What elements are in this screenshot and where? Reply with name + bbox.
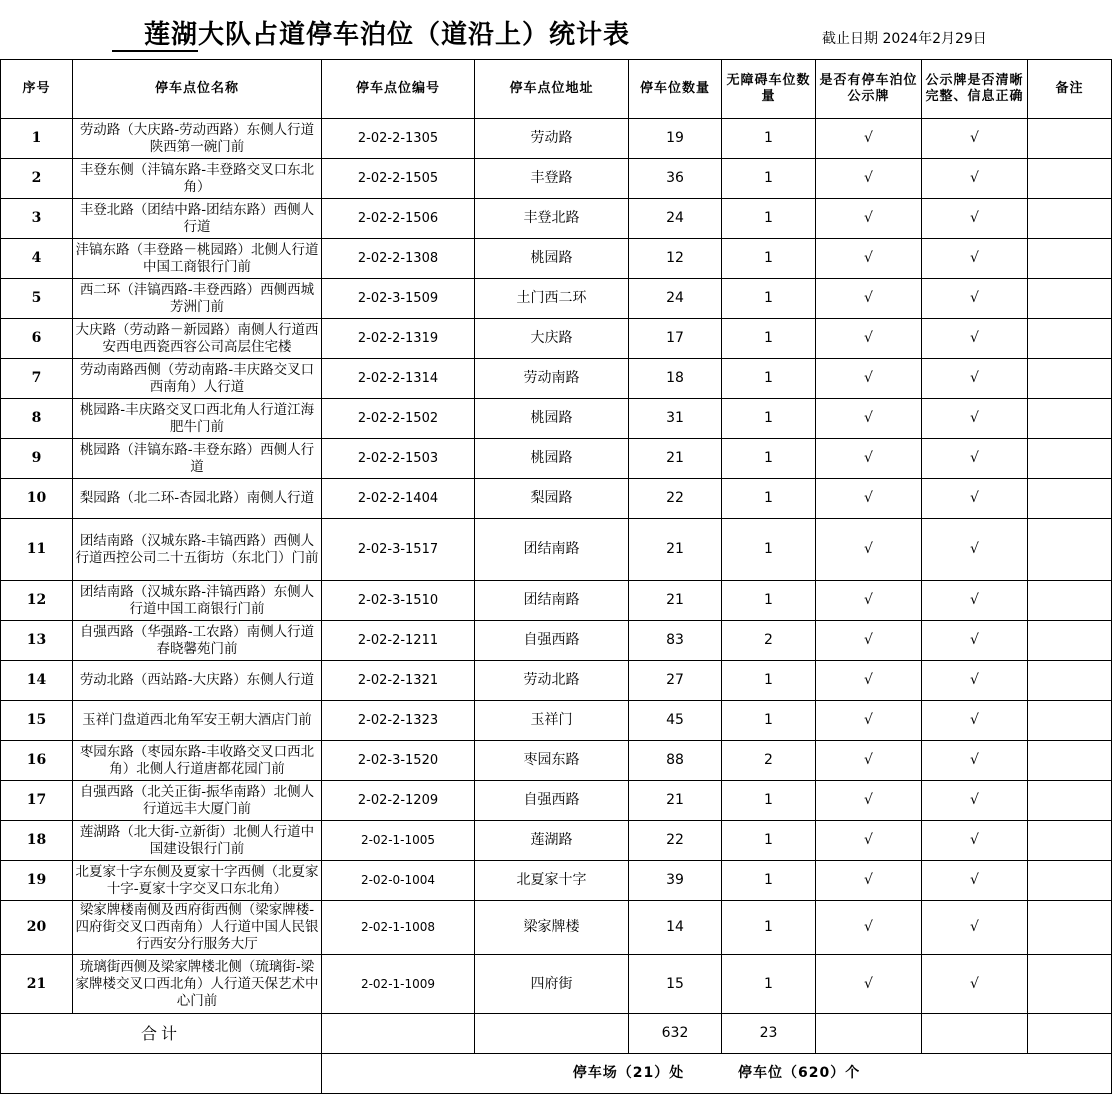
summary-parking-spaces: 停车位（620）个 [738,1065,861,1081]
sign-present-mark: √ [816,359,922,399]
sign-present-mark: √ [816,581,922,621]
parking-point-name: 莲湖路（北大街-立新街）北侧人行道中国建设银行门前 [73,821,322,861]
parking-space-count: 21 [629,581,722,621]
parking-point-address: 四府街 [475,955,629,1014]
col-header-code: 停车点位编号 [322,60,475,119]
note-cell [1028,399,1112,439]
note-cell [1028,479,1112,519]
parking-point-code: 2-02-2-1404 [322,479,475,519]
table-row [1,861,1112,901]
accessible-space-count: 1 [722,519,816,581]
parking-point-code: 2-02-2-1308 [322,239,475,279]
parking-point-address: 土门西二环 [475,279,629,319]
sign-present-mark: √ [816,741,922,781]
table-row [1,279,1112,319]
table-row [1,239,1112,279]
parking-point-name: 团结南路（汉城东路-丰镐西路）西侧人行道西控公司二十五街坊（东北门）门前 [73,519,322,581]
accessible-space-count: 2 [722,621,816,661]
sign-valid-mark: √ [922,399,1028,439]
parking-point-code: 2-02-2-1323 [322,701,475,741]
accessible-space-count: 1 [722,359,816,399]
parking-space-count: 21 [629,519,722,581]
table-row [1,821,1112,861]
table-row [1,781,1112,821]
accessible-space-count: 1 [722,199,816,239]
parking-table [0,59,1112,1094]
table-row [1,581,1112,621]
accessible-space-count: 1 [722,279,816,319]
sign-valid-mark: √ [922,901,1028,955]
sign-valid-mark: √ [922,701,1028,741]
total-row [1,1014,1112,1054]
header-row [1,60,1112,119]
parking-point-address: 枣园东路 [475,741,629,781]
note-cell [1028,741,1112,781]
parking-point-address: 自强西路 [475,781,629,821]
parking-point-address: 梨园路 [475,479,629,519]
parking-space-count: 36 [629,159,722,199]
total-accessible: 23 [722,1014,816,1054]
parking-space-count: 83 [629,621,722,661]
parking-point-code: 2-02-3-1509 [322,279,475,319]
note-cell [1028,621,1112,661]
row-index: 14 [1,661,73,701]
row-index: 16 [1,741,73,781]
parking-point-address: 团结南路 [475,519,629,581]
table-row [1,319,1112,359]
parking-space-count: 45 [629,701,722,741]
sign-valid-mark: √ [922,581,1028,621]
parking-point-name: 丰登北路（团结中路-团结东路）西侧人行道 [73,199,322,239]
table-row [1,901,1112,955]
sign-valid-mark: √ [922,741,1028,781]
parking-point-code: 2-02-2-1321 [322,661,475,701]
parking-space-count: 88 [629,741,722,781]
parking-space-count: 22 [629,479,722,519]
parking-point-name: 枣园东路（枣园东路-丰收路交叉口西北角）北侧人行道唐都花园门前 [73,741,322,781]
parking-point-address: 莲湖路 [475,821,629,861]
note-cell [1028,821,1112,861]
table-row [1,159,1112,199]
parking-point-address: 团结南路 [475,581,629,621]
accessible-space-count: 1 [722,159,816,199]
sign-present-mark: √ [816,821,922,861]
sign-present-mark: √ [816,479,922,519]
title-underlined-lead: 莲湖 [112,20,198,52]
table-row [1,359,1112,399]
row-index: 21 [1,955,73,1014]
accessible-space-count: 1 [722,901,816,955]
accessible-space-count: 1 [722,701,816,741]
row-index: 4 [1,239,73,279]
parking-point-address: 桃园路 [475,399,629,439]
row-index: 11 [1,519,73,581]
sign-valid-mark: √ [922,319,1028,359]
accessible-space-count: 1 [722,319,816,359]
parking-point-address: 大庆路 [475,319,629,359]
sign-present-mark: √ [816,279,922,319]
parking-point-name: 梁家牌楼南侧及西府街西侧（梁家牌楼-四府街交叉口西南角）人行道中国人民银行西安分行服务大厅 [73,901,322,955]
sign-valid-mark: √ [922,781,1028,821]
table-row [1,399,1112,439]
accessible-space-count: 1 [722,955,816,1014]
parking-point-name: 自强西路（华强路-工农路）南侧人行道春晓馨苑门前 [73,621,322,661]
parking-space-count: 21 [629,439,722,479]
parking-point-name: 西二环（沣镐西路-丰登西路）西侧西城芳洲门前 [73,279,322,319]
total-note-cell [1028,1014,1112,1054]
parking-point-code: 2-02-2-1505 [322,159,475,199]
parking-point-address: 劳动路 [475,119,629,159]
total-spaces: 632 [629,1014,722,1054]
total-code-cell [322,1014,475,1054]
parking-space-count: 15 [629,955,722,1014]
parking-point-name: 劳动北路（西站路-大庆路）东侧人行道 [73,661,322,701]
parking-space-count: 14 [629,901,722,955]
note-cell [1028,781,1112,821]
table-body [1,119,1112,1014]
sign-valid-mark: √ [922,821,1028,861]
sign-valid-mark: √ [922,199,1028,239]
parking-point-code: 2-02-1-1009 [322,955,475,1014]
parking-point-code: 2-02-3-1517 [322,519,475,581]
sign-present-mark: √ [816,701,922,741]
accessible-space-count: 2 [722,741,816,781]
parking-point-code: 2-02-0-1004 [322,861,475,901]
parking-point-address: 梁家牌楼 [475,901,629,955]
note-cell [1028,279,1112,319]
sign-valid-mark: √ [922,661,1028,701]
parking-point-code: 2-02-2-1506 [322,199,475,239]
accessible-space-count: 1 [722,239,816,279]
parking-space-count: 31 [629,399,722,439]
sign-valid-mark: √ [922,621,1028,661]
note-cell [1028,861,1112,901]
accessible-space-count: 1 [722,399,816,439]
accessible-space-count: 1 [722,861,816,901]
accessible-space-count: 1 [722,661,816,701]
table-row [1,479,1112,519]
accessible-space-count: 1 [722,119,816,159]
row-index: 10 [1,479,73,519]
title-rest: 大队占道停车泊位（道沿上）统计表 [198,20,631,50]
parking-point-code: 2-02-2-1314 [322,359,475,399]
sign-present-mark: √ [816,319,922,359]
sign-valid-mark: √ [922,119,1028,159]
row-index: 18 [1,821,73,861]
parking-point-address: 桃园路 [475,439,629,479]
sign-present-mark: √ [816,781,922,821]
parking-point-code: 2-02-1-1008 [322,901,475,955]
parking-point-name: 琉璃街西侧及梁家牌楼北侧（琉璃街-梁家牌楼交叉口西北角）人行道天保艺术中心门前 [73,955,322,1014]
col-header-address: 停车点位地址 [475,60,629,119]
parking-point-address: 劳动北路 [475,661,629,701]
row-index: 7 [1,359,73,399]
total-sign-cell [816,1014,922,1054]
sign-valid-mark: √ [922,439,1028,479]
col-header-sign-ok: 公示牌是否清晰完整、信息正确 [922,60,1028,119]
parking-point-address: 玉祥门 [475,701,629,741]
page-title [112,14,630,52]
total-label: 合计 [1,1014,322,1054]
parking-space-count: 22 [629,821,722,861]
parking-point-address: 自强西路 [475,621,629,661]
parking-point-name: 自强西路（北关正街-振华南路）北侧人行道远丰大厦门前 [73,781,322,821]
note-cell [1028,955,1112,1014]
note-cell [1028,581,1112,621]
parking-point-name: 团结南路（汉城东路-沣镐西路）东侧人行道中国工商银行门前 [73,581,322,621]
parking-point-code: 2-02-2-1503 [322,439,475,479]
parking-point-code: 2-02-3-1510 [322,581,475,621]
summary-parking-lots: 停车场（21）处 [572,1065,685,1081]
row-index: 13 [1,621,73,661]
parking-point-name: 大庆路（劳动路－新园路）南侧人行道西安西电西瓷西容公司高层住宅楼 [73,319,322,359]
total-address-cell [475,1014,629,1054]
note-cell [1028,159,1112,199]
note-cell [1028,439,1112,479]
table-row [1,199,1112,239]
parking-point-name: 北夏家十字东侧及夏家十字西侧（北夏家十字-夏家十字交叉口东北角） [73,861,322,901]
col-header-index: 序号 [1,60,73,119]
sign-present-mark: √ [816,661,922,701]
sign-present-mark: √ [816,901,922,955]
accessible-space-count: 1 [722,479,816,519]
col-header-sign: 是否有停车泊位公示牌 [816,60,922,119]
parking-point-name: 沣镐东路（丰登路－桃园路）北侧人行道中国工商银行门前 [73,239,322,279]
sign-valid-mark: √ [922,159,1028,199]
note-cell [1028,901,1112,955]
sign-valid-mark: √ [922,955,1028,1014]
summary-cell [322,1054,1112,1094]
sign-present-mark: √ [816,621,922,661]
note-cell [1028,661,1112,701]
col-header-note: 备注 [1028,60,1112,119]
parking-point-code: 2-02-1-1005 [322,821,475,861]
row-index: 6 [1,319,73,359]
sign-valid-mark: √ [922,279,1028,319]
parking-point-name: 梨园路（北二环-杏园北路）南侧人行道 [73,479,322,519]
sign-valid-mark: √ [922,519,1028,581]
parking-space-count: 24 [629,199,722,239]
cutoff-date: 截止日期 2024年2月29日 [822,31,987,47]
row-index: 15 [1,701,73,741]
sign-present-mark: √ [816,955,922,1014]
parking-point-code: 2-02-2-1209 [322,781,475,821]
parking-point-code: 2-02-2-1319 [322,319,475,359]
parking-space-count: 21 [629,781,722,821]
parking-space-count: 24 [629,279,722,319]
sign-present-mark: √ [816,399,922,439]
parking-point-name: 丰登东侧（沣镐东路-丰登路交叉口东北角） [73,159,322,199]
row-index: 9 [1,439,73,479]
sign-present-mark: √ [816,199,922,239]
accessible-space-count: 1 [722,781,816,821]
table-row [1,119,1112,159]
parking-point-address: 北夏家十字 [475,861,629,901]
accessible-space-count: 1 [722,439,816,479]
parking-point-code: 2-02-2-1211 [322,621,475,661]
sign-valid-mark: √ [922,359,1028,399]
title-row [0,0,1111,59]
note-cell [1028,319,1112,359]
row-index: 1 [1,119,73,159]
parking-space-count: 19 [629,119,722,159]
parking-point-address: 丰登北路 [475,199,629,239]
table-row [1,661,1112,701]
sign-valid-mark: √ [922,861,1028,901]
parking-point-code: 2-02-2-1502 [322,399,475,439]
table-row [1,621,1112,661]
sign-present-mark: √ [816,119,922,159]
table-row [1,741,1112,781]
table-row [1,701,1112,741]
sign-present-mark: √ [816,439,922,479]
col-header-spaces: 停车位数量 [629,60,722,119]
col-header-accessible: 无障碍车位数量 [722,60,816,119]
parking-point-name: 劳动南路西侧（劳动南路-丰庆路交叉口西南角）人行道 [73,359,322,399]
note-cell [1028,359,1112,399]
parking-point-name: 桃园路（沣镐东路-丰登东路）西侧人行道 [73,439,322,479]
table-row [1,955,1112,1014]
parking-point-address: 桃园路 [475,239,629,279]
sign-present-mark: √ [816,861,922,901]
accessible-space-count: 1 [722,581,816,621]
note-cell [1028,519,1112,581]
parking-point-code: 2-02-2-1305 [322,119,475,159]
row-index: 5 [1,279,73,319]
total-sign-ok-cell [922,1014,1028,1054]
sign-valid-mark: √ [922,479,1028,519]
note-cell [1028,701,1112,741]
row-index: 8 [1,399,73,439]
sign-valid-mark: √ [922,239,1028,279]
note-cell [1028,239,1112,279]
note-cell [1028,119,1112,159]
parking-point-name: 桃园路-丰庆路交叉口西北角人行道江海肥牛门前 [73,399,322,439]
parking-point-name: 劳动路（大庆路-劳动西路）东侧人行道陕西第一碗门前 [73,119,322,159]
parking-space-count: 27 [629,661,722,701]
parking-point-address: 劳动南路 [475,359,629,399]
note-cell [1028,199,1112,239]
row-index: 20 [1,901,73,955]
summary-row [1,1054,1112,1094]
parking-space-count: 18 [629,359,722,399]
parking-point-code: 2-02-3-1520 [322,741,475,781]
table-row [1,439,1112,479]
parking-space-count: 17 [629,319,722,359]
parking-point-address: 丰登路 [475,159,629,199]
sign-present-mark: √ [816,239,922,279]
accessible-space-count: 1 [722,821,816,861]
row-index: 3 [1,199,73,239]
row-index: 2 [1,159,73,199]
table-row [1,519,1112,581]
parking-space-count: 12 [629,239,722,279]
row-index: 17 [1,781,73,821]
parking-point-name: 玉祥门盘道西北角军安王朝大酒店门前 [73,701,322,741]
parking-space-count: 39 [629,861,722,901]
sign-present-mark: √ [816,519,922,581]
row-index: 19 [1,861,73,901]
col-header-name: 停车点位名称 [73,60,322,119]
row-index: 12 [1,581,73,621]
summary-empty-cell [1,1054,322,1094]
sign-present-mark: √ [816,159,922,199]
